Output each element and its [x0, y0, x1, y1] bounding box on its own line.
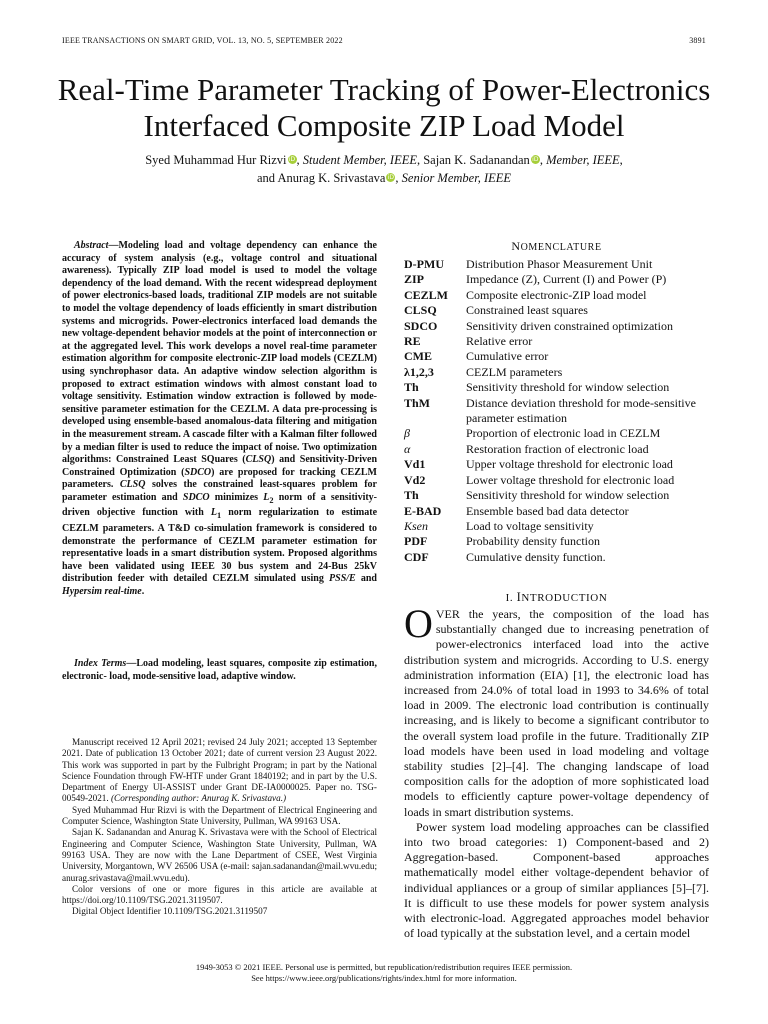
- index-terms-label: Index Terms: [74, 658, 127, 669]
- authors-line-1: Syed Muhammad Hur Rizvi iD, Student Member, IEEE, Sajan K. Sadanandan iD, Member, IEEE,: [145, 153, 623, 167]
- footnotes: [62, 737, 377, 918]
- index-terms: Index Terms—Load modeling, least squares, composite zip estimation, electronic- load, mode-sensitive load, adaptive window.: [62, 658, 377, 682]
- nomenclature-item: λ1,2,3 CEZLM parameters: [404, 364, 563, 379]
- nomenclature-item: E-BAD Ensemble based bad data detector: [404, 503, 629, 518]
- footnote-doi: Digital Object Identifier 10.1109/TSG.2021.3119507: [72, 906, 268, 917]
- nomenclature-item: CEZLM Composite electronic-ZIP load model: [404, 287, 647, 302]
- orcid-icon[interactable]: iD: [532, 156, 539, 163]
- nomenclature-item: SDCO Sensitivity driven constrained optimization: [404, 318, 673, 333]
- rights-link-line[interactable]: See https://www.ieee.org/publications/rights/index.html for more information.: [251, 973, 517, 983]
- nomenclature-item: Vd2 Lower voltage threshold for electronic load: [404, 472, 675, 487]
- author-1-role: Student Member, IEEE: [302, 153, 417, 167]
- introduction-paragraph-1: OVER the years, the composition of the load has substantially changed due to increasing penetration of power-electronics interfaced load into the active distribution system and microgrids. According to U.S. energy administration information (EIA) [1], the electronic load has increased from 24.0% of total load in 1993 to 34.6% of total load in 2009. The electronic load contribution is continually increasing, and is likely to become a significant contributor to the overall system load profile in the future. Traditionally ZIP load models have been used in load modeling and voltage stability studies [2]–[4]. The changing landscape of load composition calls for the adoption of more sophisticated load models to efficiently capture power-voltage dependency of loads in smart distribution systems.: [404, 601, 709, 819]
- author-3-name: and Anurag K. Srivastava: [256, 171, 386, 185]
- abstract-label: Abstract: [74, 240, 109, 251]
- title-line-1: Real-Time Parameter Tracking of Power-Electronics: [57, 72, 711, 107]
- nomenclature-item: RE Relative error: [404, 334, 533, 349]
- section-heading-introduction: I. INTRODUCTION: [505, 590, 608, 604]
- introduction-paragraph-2: Power system load modeling approaches can be classified into two broad categories: 1) Component-based and 2) Aggregation-based. Component-based approaches mathematically model either voltage-dependent behavior of individual appliances or a group of similar appliances [5]–[7]. It is difficult to use these models for power system analysis with electronic-load. Aggregated approaches model behavior of load typically at the substation level, and a certain model: [404, 819, 709, 941]
- author-3-role: Senior Member, IEEE: [401, 171, 512, 185]
- nomenclature-item: CDF Cumulative density function.: [404, 549, 606, 564]
- nomenclature-item: Vd1 Upper voltage threshold for electronic load: [404, 457, 673, 472]
- nomenclature-item: Ksen Load to voltage sensitivity: [404, 518, 594, 533]
- nomenclature-item: α Restoration fraction of electronic load: [404, 441, 649, 456]
- nomenclature-item: Th Sensitivity threshold for window selection: [404, 488, 670, 503]
- introduction-body: [404, 601, 709, 941]
- nomenclature-item: ThM Distance deviation threshold for mode-sensitive parameter estimation: [404, 395, 696, 426]
- nomenclature-item: β Proportion of electronic load in CEZLM: [404, 426, 661, 441]
- footnote-affiliation-2: Sajan K. Sadanandan and Anurag K. Srivastava were with the School of Electrical Engineering and Computer Science, Washington State University, Pullman, WA 99163 USA. They are now with the Lane Department of CSEE, West Virginia University, Morgantown, WV 26506 USA (e-mail: sajan.sadanandan@mail.wvu.edu; anurag.srivastava@mail.wvu.edu).: [62, 827, 377, 883]
- running-header: [62, 36, 706, 48]
- nomenclature-item: Th Sensitivity threshold for window selection: [404, 380, 670, 395]
- copyright-footer: [40, 962, 728, 984]
- nomenclature-item: D-PMU Distribution Phasor Measurement Unit: [404, 257, 653, 271]
- nomenclature-item: CLSQ Constrained least squares: [404, 303, 588, 318]
- page-number: 3891: [689, 36, 706, 45]
- orcid-icon[interactable]: iD: [288, 156, 296, 163]
- author-2-role: Member, IEEE: [546, 153, 620, 167]
- footnote-color-versions: Color versions of one or more figures in this article are available at https://doi.org/10.1109/TSG.2021.3119507.: [62, 883, 377, 906]
- author-2-name: Sajan K. Sadanandan: [423, 153, 530, 167]
- nomenclature-item: CME Cumulative error: [404, 349, 549, 364]
- nomenclature-item: ZIP Impedance (Z), Current (I) and Power (P): [404, 272, 667, 287]
- title-line-2: Interfaced Composite ZIP Load Model: [143, 108, 625, 143]
- copyright-line: 1949-3053 © 2021 IEEE. Personal use is permitted, but republication/redistribution requires IEEE permission.: [195, 962, 573, 972]
- authors-line-2: and Anurag K. Srivastava iD, Senior Member, IEEE: [256, 171, 512, 185]
- orcid-icon[interactable]: iD: [387, 174, 395, 181]
- footnote-manuscript: Manuscript received 12 April 2021; revised 24 July 2021; accepted 13 September 2021. Date of publication 13 October 2021; date of current version 23 August 2022. This work was supported in part by the Fulbright Program; in part by the National Science Foundation through FW-HTF under Grant 1840192; and in part by the U.S. Department of Energy UI-ASSIST under Grant DE-IA0000025. Paper no. TSG-00549-2021. (Corresponding author: Anurag K. Srivastava.): [62, 737, 377, 804]
- paper-title: [30, 72, 738, 144]
- journal-name: IEEE TRANSACTIONS ON SMART GRID, VOL. 13, NO. 5, SEPTEMBER 2022: [62, 36, 343, 45]
- nomenclature-item: PDF Probability density function: [404, 534, 600, 549]
- author-1-name: Syed Muhammad Hur Rizvi: [145, 153, 287, 167]
- nomenclature-heading: NOMENCLATURE: [511, 239, 602, 253]
- drop-cap: O: [404, 601, 433, 646]
- footnote-affiliation-1: Syed Muhammad Hur Rizvi is with the Department of Electrical Engineering and Computer Science, Washington State University, Pullman, WA 99163 USA.: [62, 804, 377, 827]
- author-list: [40, 151, 728, 187]
- abstract: Abstract—Modeling load and voltage dependency can enhance the accuracy of system analysis (e.g., voltage control and situational awareness). Typically ZIP load model is used to model the voltage dependency of the load demand. With the recent widespread deployment of power electronics-based loads, traditional ZIP models are not suitable to model the voltage dependency of loads efficiently in smart distribution systems and microgrids. Power-electronics interfaced load demands the new voltage-dependent behavior models at the point of interconnection or at the aggregated level. This work develops a novel real-time parameter estimation algorithm for composite electronic-ZIP load models (CEZLM) using synchrophasor data. An adaptive window selection algorithm is proposed to extract estimation windows with almost constant load to voltage sensitivity. Estimation window extraction is followed by mode-sensitive parameter estimation for the CEZLM. A data pre-processing is developed using ensemble-based anomalous-data filtering and mitigation in the measurement stream. A cascade filter with a Kalman filter followed by a median filter is used to reduce the impact of noise. Two optimization algorithms: Constrained Least SQuares (CLSQ) and Sensitivity-Driven Constrained Optimization (SDCO) are proposed for tracking CEZLM parameters. CLSQ solves the constrained least-squares problem for parameter estimation and SDCO minimizes $L_2$ norm of a sensitivity-driven objective function with $L_1$ norm regularization to estimate CEZLM parameters. A T&D co-simulation framework is considered to demonstrate the performance of CEZLM parameter estimation for representative loads in a smart distribution system. Proposed algorithms have been validated using IEEE 30 bus system and 24-Bus 25kV distribution feeder with detailed CEZLM simulated using PSS/E and Hypersim real-time.: [62, 240, 378, 598]
- nomenclature-list: [404, 257, 709, 565]
